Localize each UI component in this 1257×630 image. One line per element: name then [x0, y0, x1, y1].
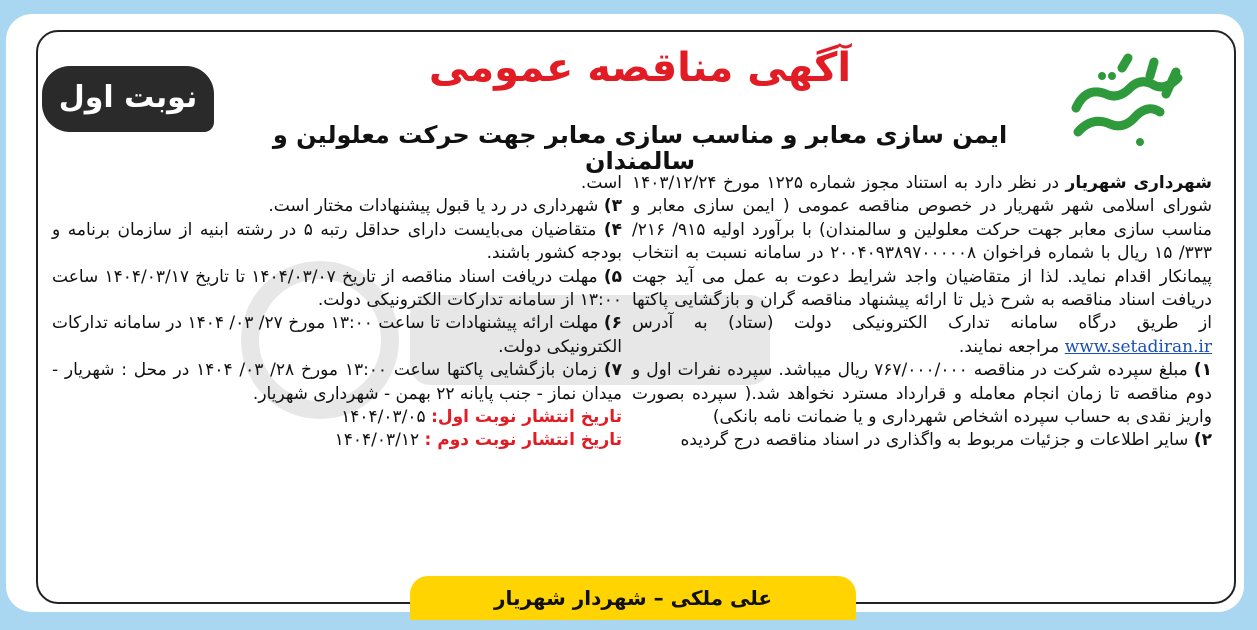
publish-date-second-label: تاریخ انتشار نوبت دوم : — [424, 430, 622, 451]
item-2-continuation: است. — [580, 173, 622, 193]
page-title: آگهی مناقصه عمومی — [428, 45, 852, 91]
item-6 — [52, 312, 622, 359]
item-3-text: شهرداری در رد یا قبول پیشنهادات مختار است. — [268, 196, 604, 217]
page-subtitle: ایمن سازی معابر و مناسب سازی معابر جهت حرکت معلولین و سالمندان — [272, 121, 1008, 176]
intro-end: مراجعه نمایند. — [958, 336, 1065, 357]
publish-date-second-value: ۱۴۰۴/۰۳/۱۲ — [334, 430, 425, 451]
item-4 — [52, 219, 622, 266]
item-5-number: ۵) — [603, 266, 623, 287]
item-7-text: زمان بازگشایی پاکتها ساعت ۱۳:۰۰ مورخ ۲۸/ ۰۳/ ۱۴۰۴ در محل : شهریار - میدان نماز - جنب پایانه ۲۲ بهمن - شهرداری شهریار. — [52, 360, 622, 404]
signature-banner: علی ملکی – شهردار شهریار — [410, 576, 856, 620]
notice-column-left — [52, 172, 622, 453]
item-1 — [632, 359, 1212, 429]
setadiran-link[interactable]: www.setadiran.ir — [1064, 336, 1212, 357]
item-2-number: ۲) — [1193, 430, 1212, 451]
intro-paragraph — [632, 172, 1212, 359]
item-2 — [632, 429, 1212, 452]
item-6-number: ۶) — [603, 313, 622, 334]
item-2-text: سایر اطلاعات و جزئیات مربوط به واگذاری در اسناد مناقصه درج گردیده — [680, 430, 1194, 451]
edition-badge: نوبت اول — [42, 66, 214, 132]
item-3-number: ۳) — [603, 196, 622, 217]
item-6-text: مهلت ارائه پیشنهادات تا ساعت ۱۳:۰۰ مورخ ۲۷/ ۰۳/ ۱۴۰۴ در سامانه تدارکات الکترونیکی دولت. — [52, 313, 622, 357]
publish-date-first-label: تاریخ انتشار نوبت اول: — [431, 407, 622, 428]
item-3 — [52, 195, 622, 218]
item-1-text: مبلغ سپرده شرکت در مناقصه ۷۶۷/۰۰۰/۰۰۰ ریال میباشد. سپرده نفرات اول و دوم مناقصه تا زمان انجام معامله و قرارداد مسترد نخواهد شد.( سپرده بصورت واریز نقدی به حساب سپرده اشخاص شهرداری و یا ضمانت نامه بانکی) — [632, 360, 1212, 428]
item-4-text: متقاضیان می‌بایست دارای حداقل رتبه ۵ در رشته ابنیه از سازمان برنامه و بودجه کشور باشند. — [52, 219, 622, 264]
item-5 — [52, 266, 622, 313]
item-7-number: ۷) — [603, 360, 622, 381]
intro-text: در نظر دارد به استناد مجوز شماره ۱۲۲۵ مورخ ۱۴۰۳/۱۲/۲۴ شورای اسلامی شهر شهریار در خصوص مناقصه عمومی ( ایمن سازی معابر و مناسب سازی معابر جهت حرکت معلولین و سالمندان) با برآورد اولیه ۹۱۵/ ۲۱۶/ ۳۳۳/ ۱۵ ریال با شماره فراخوان ۲۰۰۴۰۹۳۸۹۷۰۰۰۰۰۸ در سامانه نسبت به انتخاب پیمانکار اقدام نماید. لذا از متقاضیان واجد شرایط دعوت به عمل می آید جهت دریافت اسناد مناقصه به شرح ذیل تا ارائه پیشنهاد مناقصه گران و بازگشایی پاکتها از طریق درگاه سامانه تدارک الکترونیکی دولت (ستاد) به آدرس — [632, 173, 1212, 334]
item-4-number: ۴) — [603, 219, 622, 240]
item-5-text: مهلت دریافت اسناد مناقصه از تاریخ ۱۴۰۴/۰۳/۰۷ تا تاریخ ۱۴۰۴/۰۳/۱۷ ساعت ۱۳:۰۰ از سامانه تدارکات الکترونیکی دولت. — [52, 266, 622, 311]
municipality-name: شهرداری شهریار — [1065, 173, 1212, 193]
item-7 — [52, 359, 622, 406]
publish-date-first-value: ۱۴۰۴/۰۳/۰۵ — [341, 407, 432, 428]
publish-date-first — [52, 406, 622, 429]
municipality-logo-icon — [1062, 46, 1190, 146]
publish-date-second — [52, 429, 622, 452]
notice-column-right — [632, 172, 1212, 453]
item-1-number: ۱) — [1193, 360, 1212, 381]
